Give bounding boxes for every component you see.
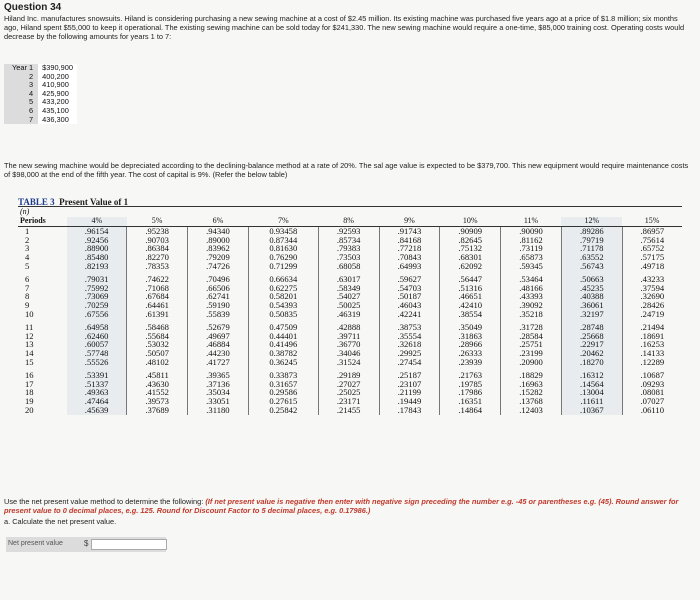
factor-cell: .39711 [318, 332, 379, 341]
factor-cell: .70259 [67, 301, 127, 310]
factor-cell: .35554 [379, 332, 440, 341]
factor-cell: .19449 [379, 397, 440, 406]
factor-cell: .48166 [501, 284, 562, 293]
factor-cell: .21199 [379, 388, 440, 397]
factor-cell: .16312 [561, 367, 622, 380]
factor-cell: .39573 [127, 397, 188, 406]
factor-cell: .94340 [188, 226, 249, 235]
factor-cell: .25668 [561, 332, 622, 341]
factor-cell: .78353 [127, 262, 188, 271]
period-cell: 2 [25, 234, 30, 245]
rate-header: 12% [561, 217, 622, 226]
table-row [18, 367, 682, 380]
factor-cell: 0.81630 [248, 244, 318, 253]
factor-cell: .70496 [188, 271, 249, 284]
factor-cell: 0.27615 [248, 397, 318, 406]
factor-cell: .10367 [561, 406, 622, 415]
factor-cell: .59627 [379, 271, 440, 284]
factor-cell: .60057 [67, 340, 127, 349]
factor-cell: .55526 [67, 358, 127, 367]
period-cell: 11 [25, 321, 34, 332]
factor-cell: 0.29586 [248, 388, 318, 397]
factor-cell: .45811 [127, 367, 188, 380]
factor-cell: .46884 [188, 340, 249, 349]
year-amount: 410,900 [38, 81, 77, 90]
table-row [18, 358, 682, 367]
factor-cell: .45639 [67, 406, 127, 415]
factor-cell: .36770 [318, 340, 379, 349]
factor-cell: .84168 [379, 236, 440, 245]
factor-cell: .63552 [561, 253, 622, 262]
factor-cell: 0.41496 [248, 340, 318, 349]
factor-cell: .37594 [622, 284, 682, 293]
factor-cell: .92593 [318, 226, 379, 235]
factor-cell: .42410 [440, 301, 501, 310]
factor-cell: .34046 [318, 349, 379, 358]
factor-cell: .95238 [127, 226, 188, 235]
year-label: 7 [4, 116, 38, 125]
n-label: (n) [20, 207, 30, 217]
table-row [18, 319, 682, 332]
factor-cell: .86384 [127, 244, 188, 253]
factor-cell: .49718 [622, 262, 682, 271]
present-value-table [18, 208, 682, 415]
period-cell: 20 [25, 404, 34, 415]
factor-cell: .25187 [379, 367, 440, 380]
factor-cell: 0.31657 [248, 380, 318, 389]
factor-cell: .57175 [622, 253, 682, 262]
factor-cell: .64958 [67, 319, 127, 332]
factor-cell: .25025 [318, 388, 379, 397]
year-label: 5 [4, 98, 38, 107]
factor-cell: .54703 [379, 284, 440, 293]
factor-cell: .73119 [501, 244, 562, 253]
table-row [18, 271, 682, 284]
factor-cell: .27027 [318, 380, 379, 389]
factor-cell: .28966 [440, 340, 501, 349]
factor-cell: 0.58201 [248, 292, 318, 301]
instructions-text: Use the net present value method to determine the following: [4, 497, 206, 506]
factor-cell: .07027 [622, 397, 682, 406]
factor-cell: .62092 [440, 262, 501, 271]
factor-cell: .22917 [561, 340, 622, 349]
year-amount: 435,100 [38, 107, 77, 116]
question-intro: Hiland Inc. manufactures snowsuits. Hiland is considering purchasing a new sewing machine at a cost of $2.45 million. Its existing machine was purchased five years ago at a price of $1.8 million; six months ago, Hiland spent $55,000 to keep it operational. The existing sewing machine can be sold today for $241,330. The new sewing machine would require a one-time, $85,000 training cost. Operating costs would decrease by the following amounts for years 1 to 7: [4, 14, 685, 41]
year-label: 2 [4, 73, 38, 82]
factor-cell: .85480 [67, 253, 127, 262]
factor-cell: .44230 [188, 349, 249, 358]
factor-cell: .28748 [561, 319, 622, 332]
factor-cell: .14564 [561, 380, 622, 389]
year-label: 3 [4, 81, 38, 90]
factor-cell: 0.50835 [248, 310, 318, 319]
factor-cell: .35034 [188, 388, 249, 397]
factor-cell: .58468 [127, 319, 188, 332]
factor-cell: .75614 [622, 236, 682, 245]
factor-cell: .42888 [318, 319, 379, 332]
period-cell: 1 [25, 225, 30, 236]
factor-cell: .86957 [622, 226, 682, 235]
factor-cell: .53464 [501, 271, 562, 284]
factor-cell: .14133 [622, 349, 682, 358]
factor-cell: .38753 [379, 319, 440, 332]
factor-cell: .06110 [622, 406, 682, 415]
factor-cell: .45235 [561, 284, 622, 293]
factor-cell: .16351 [440, 397, 501, 406]
factor-cell: .50663 [561, 271, 622, 284]
factor-cell: .38554 [440, 310, 501, 319]
table-row [18, 310, 682, 319]
factor-cell: 0.36245 [248, 358, 318, 367]
npv-input[interactable] [91, 539, 167, 550]
factor-cell: .52679 [188, 319, 249, 332]
factor-cell: .33051 [188, 397, 249, 406]
factor-cell: .56447 [440, 271, 501, 284]
factor-cell: .50025 [318, 301, 379, 310]
factor-cell: .68058 [318, 262, 379, 271]
period-cell: 16 [25, 369, 34, 380]
factor-cell: .88900 [67, 244, 127, 253]
year-amount: $390,900 [38, 64, 77, 73]
factor-cell: .82645 [440, 236, 501, 245]
npv-label: Net present value [8, 540, 63, 547]
factor-cell: .91743 [379, 226, 440, 235]
rate-header: 6% [188, 217, 249, 226]
factor-cell: .54027 [318, 292, 379, 301]
factor-cell: .61391 [127, 310, 188, 319]
year-savings-row [4, 116, 77, 125]
factor-cell: .17843 [379, 406, 440, 415]
factor-cell: .71178 [561, 244, 622, 253]
factor-cell: .53032 [127, 340, 188, 349]
factor-cell: .16253 [622, 340, 682, 349]
factor-cell: .41727 [188, 358, 249, 367]
table-label: TABLE 3 [18, 197, 55, 207]
factor-cell: .85734 [318, 236, 379, 245]
factor-cell: .70843 [379, 253, 440, 262]
instructions-rounding-note: (If net present value is negative then enter with negative sign preceding the number e.g. -45 or parentheses e.g. (45). Round answer for present value to 0 decimal places, e.g. 125. Round for Discount Factor to 5 decimal places, e.g. 0.17986.) [4, 497, 679, 515]
factor-cell: .35049 [440, 319, 501, 332]
factor-cell: .29189 [318, 367, 379, 380]
factor-cell: .23107 [379, 380, 440, 389]
factor-cell: .28426 [622, 301, 682, 310]
table-top-rule [18, 206, 682, 207]
factor-cell: 0.76290 [248, 253, 318, 262]
factor-cell: .62460 [67, 332, 127, 341]
rate-header: 15% [622, 217, 682, 226]
factor-cell: .65873 [501, 253, 562, 262]
factor-cell: .82270 [127, 253, 188, 262]
factor-cell: .47464 [67, 397, 127, 406]
factor-cell: .59190 [188, 301, 249, 310]
factor-cell: .63017 [318, 271, 379, 284]
factor-cell: .79383 [318, 244, 379, 253]
npv-currency: $ [84, 539, 89, 548]
period-cell: 17 [25, 378, 34, 389]
factor-cell: .17986 [440, 388, 501, 397]
factor-cell: .46043 [379, 301, 440, 310]
factor-cell: .28584 [501, 332, 562, 341]
rate-header: 7% [248, 217, 318, 226]
factor-cell: .09293 [622, 380, 682, 389]
period-cell: 3 [25, 243, 30, 254]
factor-cell: .20900 [501, 358, 562, 367]
factor-cell: .43393 [501, 292, 562, 301]
factor-cell: .89286 [561, 226, 622, 235]
factor-cell: .16963 [501, 380, 562, 389]
rate-header: 11% [501, 217, 562, 226]
year-label: 4 [4, 90, 38, 99]
period-cell: 8 [25, 291, 30, 302]
factor-cell: .14864 [440, 406, 501, 415]
factor-cell: .20462 [561, 349, 622, 358]
factor-cell: .13768 [501, 397, 562, 406]
operating-cost-savings-table [4, 64, 77, 124]
rate-header: 9% [379, 217, 440, 226]
factor-cell: .27454 [379, 358, 440, 367]
factor-cell: .71068 [127, 284, 188, 293]
factor-cell: .67556 [67, 310, 127, 319]
factor-cell: .13004 [561, 388, 622, 397]
factor-cell: .26333 [440, 349, 501, 358]
factor-cell: .41552 [127, 388, 188, 397]
factor-cell: .90909 [440, 226, 501, 235]
factor-cell: .31180 [188, 406, 249, 415]
factor-cell: .89000 [188, 236, 249, 245]
factor-cell: 0.87344 [248, 236, 318, 245]
factor-cell: .75132 [440, 244, 501, 253]
factor-cell: .74622 [127, 271, 188, 284]
factor-cell: .43630 [127, 380, 188, 389]
periods-header: Periods [18, 217, 67, 226]
factor-cell: .74726 [188, 262, 249, 271]
factor-cell: .57748 [67, 349, 127, 358]
year-label: Year 1 [4, 64, 38, 73]
factor-cell: .66506 [188, 284, 249, 293]
factor-cell: .18829 [501, 367, 562, 380]
year-amount: 433,200 [38, 98, 77, 107]
factor-cell: .08081 [622, 388, 682, 397]
factor-cell: 0.54393 [248, 301, 318, 310]
factor-cell: .12289 [622, 358, 682, 367]
factor-cell: .32197 [561, 310, 622, 319]
rate-header: 10% [440, 217, 501, 226]
factor-cell: .35218 [501, 310, 562, 319]
factor-cell: .18270 [561, 358, 622, 367]
factor-cell: 0.47509 [248, 319, 318, 332]
factor-cell: .31863 [440, 332, 501, 341]
factor-cell: .37136 [188, 380, 249, 389]
period-cell: 6 [25, 273, 30, 284]
factor-cell: .64993 [379, 262, 440, 271]
period-cell: 12 [25, 330, 34, 341]
factor-cell: 0.25842 [248, 406, 318, 415]
factor-cell: .51316 [440, 284, 501, 293]
factor-cell: 0.71299 [248, 262, 318, 271]
factor-cell: 0.33873 [248, 367, 318, 380]
factor-cell: .75992 [67, 284, 127, 293]
factor-cell: .37689 [127, 406, 188, 415]
factor-cell: .23199 [501, 349, 562, 358]
factor-cell: .46319 [318, 310, 379, 319]
factor-cell: .62741 [188, 292, 249, 301]
period-cell: 4 [25, 252, 30, 263]
factor-cell: .40388 [561, 292, 622, 301]
factor-cell: .49363 [67, 388, 127, 397]
factor-cell: .31524 [318, 358, 379, 367]
factor-cell: .15282 [501, 388, 562, 397]
year-label: 6 [4, 107, 38, 116]
factor-cell: .79031 [67, 271, 127, 284]
factor-cell: .23939 [440, 358, 501, 367]
factor-cell: .56743 [561, 262, 622, 271]
table-row [18, 406, 682, 415]
factor-cell: .96154 [67, 226, 127, 235]
factor-cell: .36061 [561, 301, 622, 310]
table-row [18, 262, 682, 271]
factor-cell: .43233 [622, 271, 682, 284]
factor-cell: 0.44401 [248, 332, 318, 341]
factor-cell: .51337 [67, 380, 127, 389]
period-cell: 19 [25, 396, 34, 407]
factor-cell: .55684 [127, 332, 188, 341]
factor-cell: .31728 [501, 319, 562, 332]
year-amount: 425,900 [38, 90, 77, 99]
factor-cell: .79209 [188, 253, 249, 262]
factor-cell: .11611 [561, 397, 622, 406]
factor-cell: .12403 [501, 406, 562, 415]
period-cell: 15 [25, 356, 34, 367]
factor-cell: 0.93458 [248, 226, 318, 235]
depreciation-text: The new sewing machine would be depreciated according to the declining-balance method at a rate of 20%. The sal age value is expected to be $379,700. This new equipment would require maintenance costs of $98,000 at the end of the fifth year. The cost of capital is 9%. (Refer the below table) [4, 161, 689, 179]
period-cell: 13 [25, 339, 34, 350]
factor-cell: 0.62275 [248, 284, 318, 293]
factor-cell: .92456 [67, 236, 127, 245]
question-title: Question 34 [4, 2, 62, 13]
part-a-prompt: a. Calculate the net present value. [4, 517, 117, 526]
factor-cell: .39092 [501, 301, 562, 310]
factor-cell: .55839 [188, 310, 249, 319]
factor-cell: .42241 [379, 310, 440, 319]
rate-header: 8% [318, 217, 379, 226]
factor-cell: .21455 [318, 406, 379, 415]
rate-header: 5% [127, 217, 188, 226]
factor-cell: .77218 [379, 244, 440, 253]
factor-cell: .21763 [440, 367, 501, 380]
factor-cell: .32690 [622, 292, 682, 301]
factor-cell: .50507 [127, 349, 188, 358]
rate-header: 4% [67, 217, 127, 226]
factor-cell: .81162 [501, 236, 562, 245]
factor-cell: 0.38782 [248, 349, 318, 358]
factor-cell: .59345 [501, 262, 562, 271]
factor-cell: .73069 [67, 292, 127, 301]
factor-cell: .82193 [67, 262, 127, 271]
factor-cell: .79719 [561, 236, 622, 245]
factor-cell: .29925 [379, 349, 440, 358]
period-cell: 14 [25, 348, 34, 359]
factor-cell: .23171 [318, 397, 379, 406]
factor-cell: .32618 [379, 340, 440, 349]
factor-cell: .58349 [318, 284, 379, 293]
factor-cell: .73503 [318, 253, 379, 262]
factor-cell: .90703 [127, 236, 188, 245]
period-cell: 9 [25, 300, 30, 311]
factor-cell: .50187 [379, 292, 440, 301]
factor-cell: .83962 [188, 244, 249, 253]
factor-cell: .25751 [501, 340, 562, 349]
factor-cell: .24719 [622, 310, 682, 319]
period-cell: 7 [25, 282, 30, 293]
period-cell: 18 [25, 387, 34, 398]
factor-cell: .49697 [188, 332, 249, 341]
npv-answer-row [6, 537, 166, 552]
factor-cell: .64461 [127, 301, 188, 310]
factor-cell: .48102 [127, 358, 188, 367]
year-amount: 400,200 [38, 73, 77, 82]
period-cell: 5 [25, 260, 30, 271]
factor-cell: .10687 [622, 367, 682, 380]
instructions [4, 497, 694, 515]
factor-cell: .90090 [501, 226, 562, 235]
factor-cell: .18691 [622, 332, 682, 341]
factor-cell: 0.66634 [248, 271, 318, 284]
table-name: Present Value of 1 [59, 197, 129, 207]
period-cell: 10 [25, 308, 34, 319]
year-amount: 436,300 [38, 116, 77, 125]
factor-cell: .46651 [440, 292, 501, 301]
factor-cell: .21494 [622, 319, 682, 332]
factor-cell: .65752 [622, 244, 682, 253]
factor-cell: .39365 [188, 367, 249, 380]
factor-cell: .68301 [440, 253, 501, 262]
factor-cell: .67684 [127, 292, 188, 301]
factor-cell: .19785 [440, 380, 501, 389]
factor-cell: .53391 [67, 367, 127, 380]
